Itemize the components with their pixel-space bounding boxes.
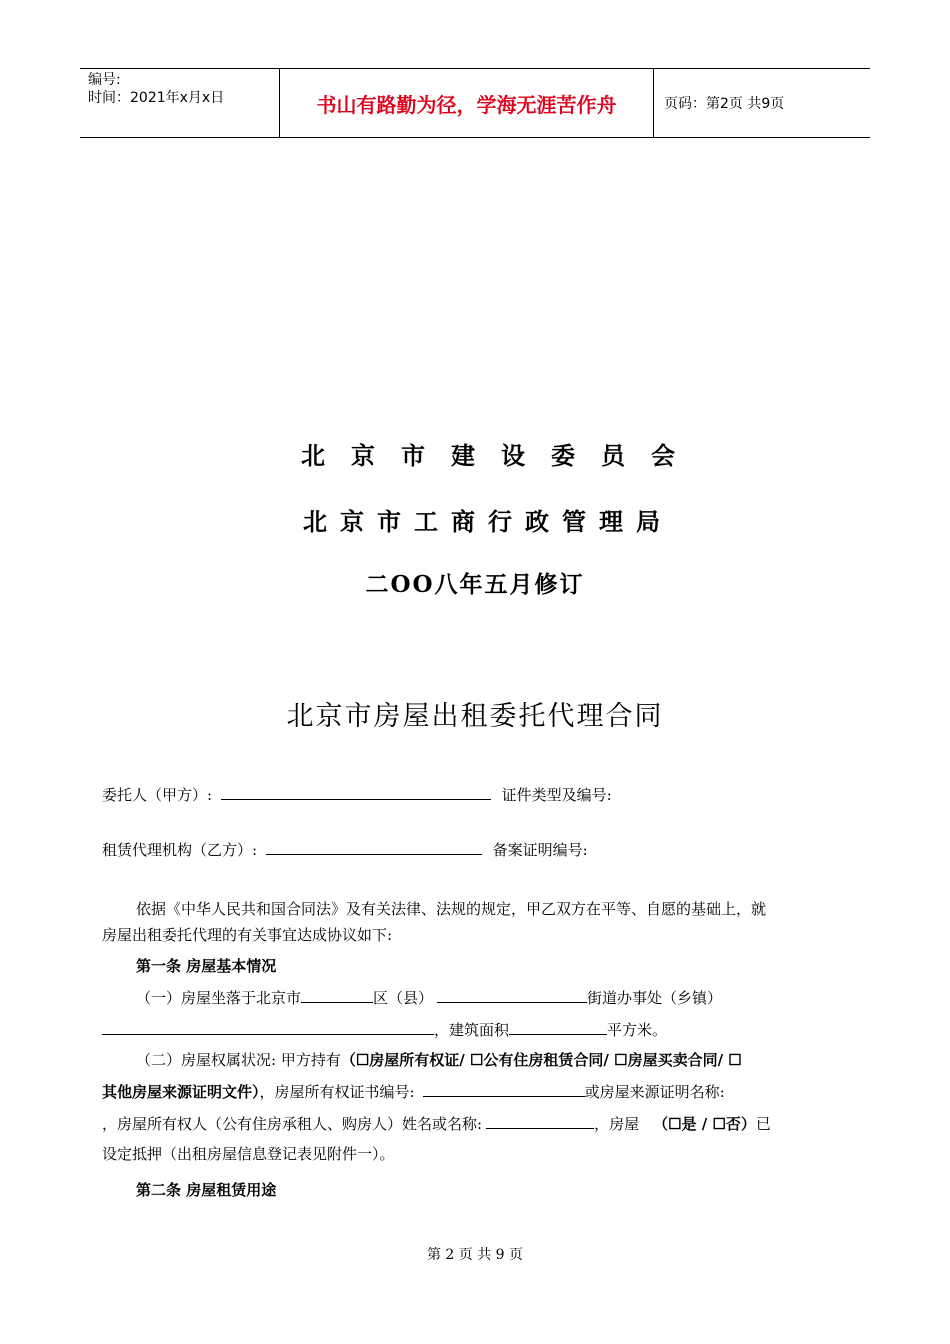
square-meter-label: 平方米。 (607, 1021, 668, 1039)
time-label: 时间：2021年x月x日 (88, 90, 225, 106)
principal-label: 委托人（甲方）: (102, 786, 213, 804)
certificate-number-label: ，房屋所有权证书编号: (259, 1083, 415, 1101)
page-footer: 第 2 页 共 9 页 (426, 1247, 524, 1263)
agency-row (102, 840, 588, 860)
agency-label: 租赁代理机构（乙方）: (102, 841, 258, 859)
principal-blank[interactable] (221, 785, 491, 800)
id-type-label: 证件类型及编号: (501, 786, 612, 804)
mortgage-label: ，房屋 (594, 1115, 640, 1133)
mortgage-suffix: 已 (755, 1115, 771, 1133)
address-blank[interactable] (102, 1020, 434, 1035)
other-proof-option: 其他房屋来源证明文件） (102, 1083, 260, 1101)
record-number-label: 备案证明编号: (492, 841, 588, 859)
street-blank[interactable] (437, 988, 587, 1003)
header-motto: 书山有路勤为径，学海无涯苦作舟 (280, 69, 654, 137)
header-page-number: 页码：第2页 共9页 (664, 96, 785, 112)
article-1-p1-row2 (102, 1020, 667, 1040)
code-label: 编号: (88, 72, 121, 88)
owner-name-blank[interactable] (486, 1114, 594, 1129)
org-industry-commerce-bureau: 北京市工商行政管理局 (303, 507, 673, 536)
article-1-p2-row1 (136, 1050, 742, 1070)
certificate-number-blank[interactable] (423, 1082, 585, 1097)
proof-name-label: 或房屋来源证明名称: (584, 1083, 725, 1101)
area-label: ，建筑面积 (434, 1021, 510, 1039)
district-label: 区（县） (373, 989, 434, 1007)
revision-date: 二OO八年五月修订 (365, 571, 585, 598)
area-blank[interactable] (509, 1020, 607, 1035)
header-meta (80, 69, 280, 137)
page-header (80, 68, 870, 138)
ownership-label: （二）房屋权属状况: 甲方持有 (136, 1051, 341, 1069)
article-1-p2-row4: 设定抵押（出租房屋信息登记表见附件一）。 (102, 1145, 395, 1163)
org-construction-committee: 北京市建设委员会 (301, 441, 701, 470)
owner-name-label: ，房屋所有权人（公有住房承租人、购房人）姓名或名称: (102, 1115, 483, 1133)
intro-line-1: 依据《中华人民共和国合同法》及有关法律、法规的规定，甲乙双方在平等、自愿的基础上，就 (136, 900, 767, 918)
agency-blank[interactable] (266, 840, 482, 855)
ownership-options[interactable]: （☐房屋所有权证/ ☐公有住房租赁合同/ ☐房屋买卖合同/ ☐ (340, 1051, 742, 1069)
article-1-p2-row3 (102, 1114, 771, 1134)
location-city-label: （一）房屋坐落于北京市 (136, 989, 302, 1007)
principal-row (102, 785, 612, 805)
intro-line-2: 房屋出租委托代理的有关事宜达成协议如下: (102, 926, 393, 944)
contract-title: 北京市房屋出租委托代理合同 (286, 701, 664, 732)
street-office-label: 街道办事处（乡镇） (587, 989, 723, 1007)
article-1-p2-row2 (102, 1082, 725, 1102)
district-blank[interactable] (301, 988, 373, 1003)
mortgage-options[interactable]: （☐是 / ☐否） (653, 1115, 756, 1133)
article-1-heading: 第一条 房屋基本情况 (136, 957, 277, 975)
article-1-p1-row1 (136, 988, 722, 1008)
article-2-heading: 第二条 房屋租赁用途 (136, 1181, 277, 1199)
